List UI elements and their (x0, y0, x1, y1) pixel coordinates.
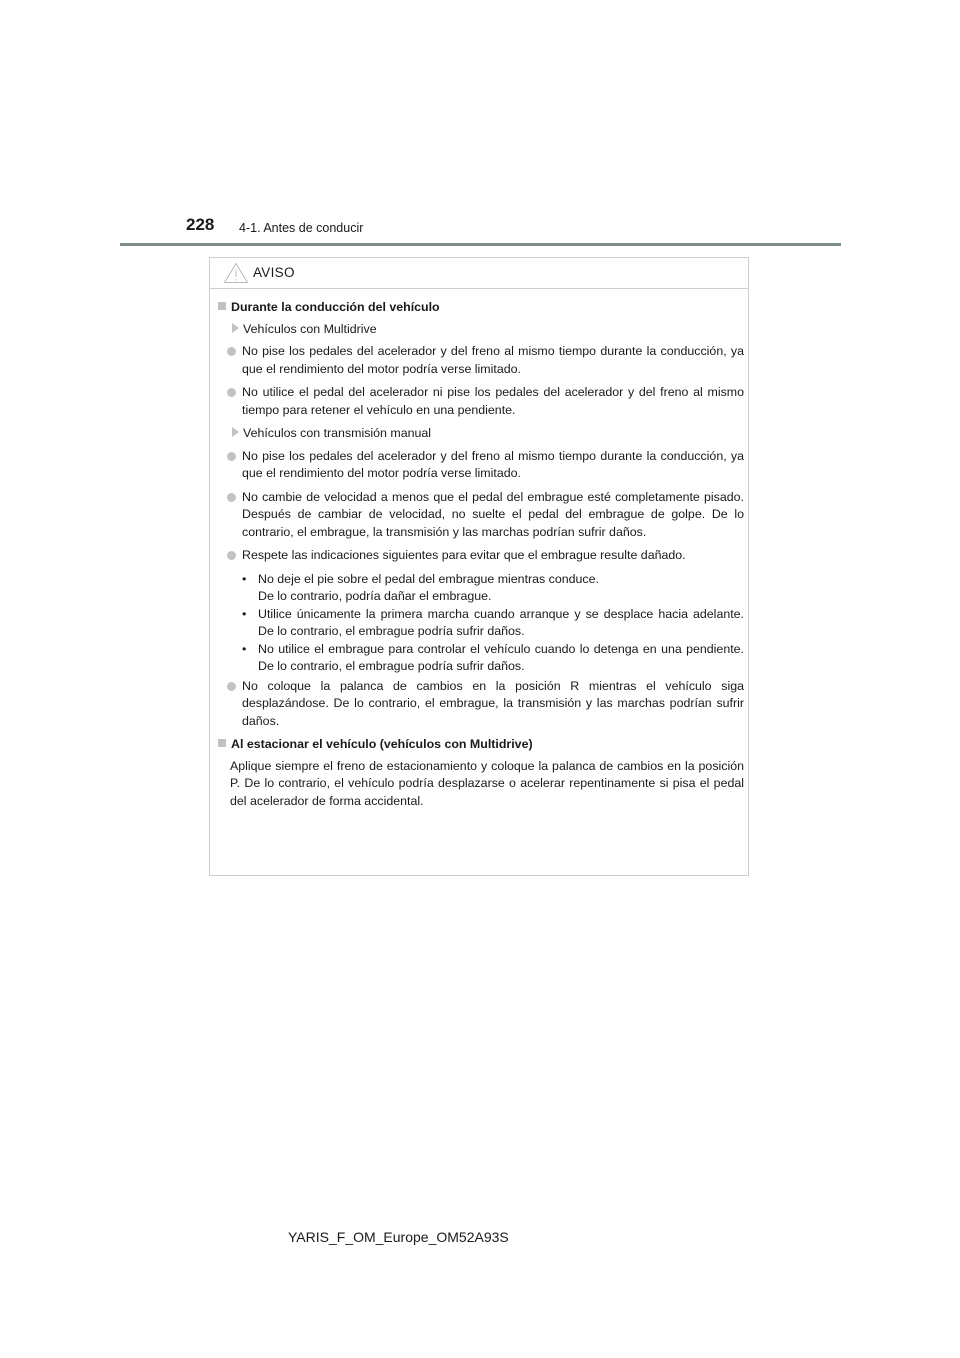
list-item: No cambie de velocidad a menos que el pedal del embrague esté completamente pisado. Después de cambiar de velocidad, no suelte el pedal del embrague de golpe. De lo contrario, el embrague, la transmisión y las marchas podrían sufrir daños. (218, 489, 744, 542)
section-heading: Durante la conducción del vehículo (218, 299, 744, 317)
subheading: Vehículos con Multidrive (218, 321, 744, 339)
triangle-bullet-icon (232, 323, 239, 333)
warning-title: AVISO (253, 265, 295, 280)
sub-list-item: • No deje el pie sobre el pedal del embrague mientras conduce. De lo contrario, podría dañar el embrague. (242, 571, 599, 603)
header-rule (120, 243, 841, 246)
sub-list (218, 571, 744, 676)
subheading: Vehículos con transmisión manual (218, 425, 744, 443)
circle-bullet-icon (227, 388, 236, 397)
list-item: No coloque la palanca de cambios en la posición R mientras el vehículo siga desplazándose. De lo contrario, el embrague, la transmisión y las marchas podrían sufrir daños. (218, 678, 744, 731)
document-id: YARIS_F_OM_Europe_OM52A93S (288, 1229, 509, 1245)
warning-header (210, 258, 748, 289)
circle-bullet-icon (227, 551, 236, 560)
sub-list-item: • Utilice únicamente la primera marcha cuando arranque y se desplace hacia adelante. De lo contrario, el embrague podría sufrir daños. (242, 606, 744, 638)
warning-content (218, 299, 744, 810)
page-number: 228 (186, 215, 215, 234)
triangle-bullet-icon (232, 427, 239, 437)
square-bullet-icon (218, 302, 226, 310)
paragraph: Aplique siempre el freno de estacionamiento y coloque la palanca de cambios en la posición P. De lo contrario, el vehículo podría desplazarse o acelerar repentinamente si pisa el pedal del acelerador de forma accidental. (230, 758, 744, 808)
circle-bullet-icon (227, 493, 236, 502)
sub-list-item: • No utilice el embrague para controlar el vehículo cuando lo detenga en una pendiente. De lo contrario, el embrague podría sufrir daños. (242, 641, 744, 673)
warning-box (209, 257, 749, 876)
warning-triangle-icon (223, 262, 249, 284)
list-item: Respete las indicaciones siguientes para evitar que el embrague resulte dañado. (218, 547, 744, 565)
circle-bullet-icon (227, 347, 236, 356)
section-heading: Al estacionar el vehículo (vehículos con Multidrive) (218, 736, 744, 754)
circle-bullet-icon (227, 452, 236, 461)
list-item: No utilice el pedal del acelerador ni pise los pedales del acelerador y del freno al mismo tiempo para retener el vehículo en una pendiente. (218, 384, 744, 419)
list-item: No pise los pedales del acelerador y del freno al mismo tiempo durante la conducción, ya que el rendimiento del motor podría verse limitado. (218, 343, 744, 378)
circle-bullet-icon (227, 682, 236, 691)
section-title: 4-1. Antes de conducir (239, 221, 364, 235)
square-bullet-icon (218, 739, 226, 747)
list-item: No pise los pedales del acelerador y del freno al mismo tiempo durante la conducción, ya que el rendimiento del motor podría verse limitado. (218, 448, 744, 483)
